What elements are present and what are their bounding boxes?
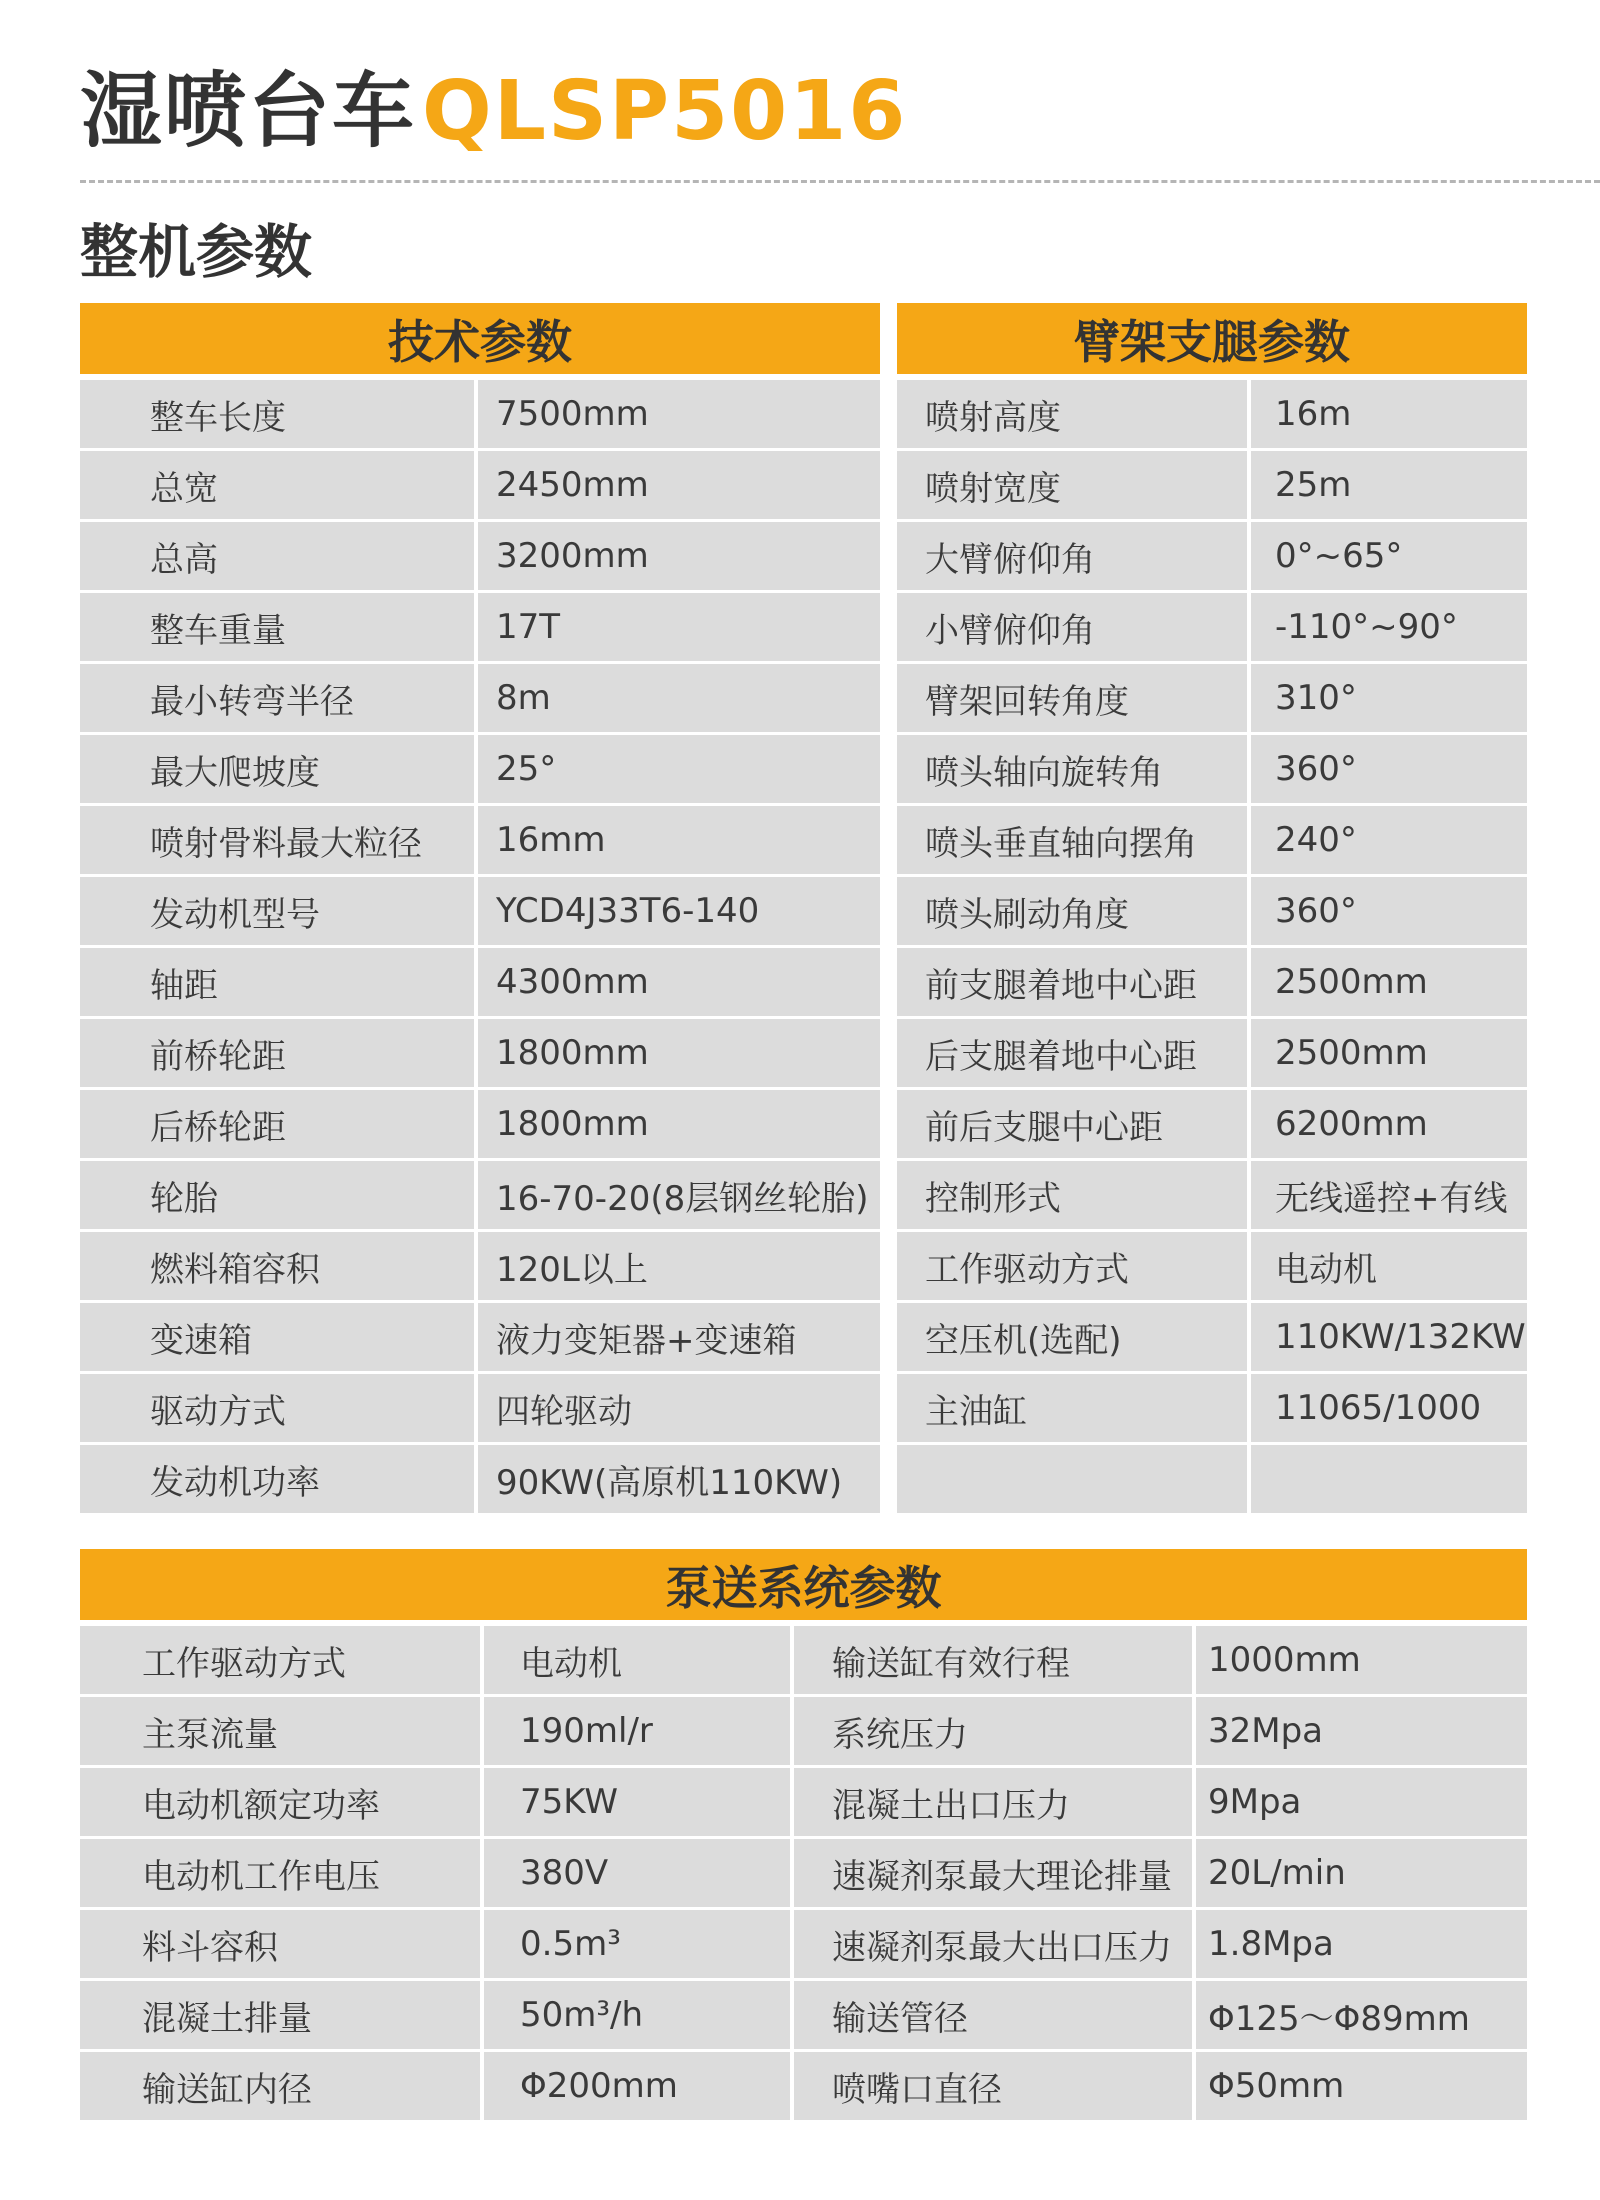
pump-param-row xyxy=(80,1907,1527,1978)
boom-param-value: 16m xyxy=(1247,377,1527,448)
boom-param-value xyxy=(1247,1442,1527,1513)
boom-param-row xyxy=(897,519,1527,590)
boom-param-value: -110°~90° xyxy=(1247,590,1527,661)
page-title xyxy=(80,62,907,162)
title-cn: 湿喷台车 xyxy=(80,64,417,159)
tech-param-value: 3200mm xyxy=(474,519,880,590)
pump-param-label: 混凝土出口压力 xyxy=(790,1765,1192,1836)
tech-param-row xyxy=(80,519,880,590)
boom-param-value: 310° xyxy=(1247,661,1527,732)
tech-params-table xyxy=(80,303,880,1513)
pump-param-value: 1.8Mpa xyxy=(1192,1907,1527,1978)
boom-param-value: 240° xyxy=(1247,803,1527,874)
tech-param-label: 最小转弯半径 xyxy=(80,661,474,732)
boom-param-value: 0°~65° xyxy=(1247,519,1527,590)
tech-param-value: 液力变矩器+变速箱 xyxy=(474,1300,880,1371)
tech-param-label: 总宽 xyxy=(80,448,474,519)
boom-param-label: 工作驱动方式 xyxy=(897,1229,1247,1300)
tech-param-label: 整车长度 xyxy=(80,377,474,448)
boom-param-value: 25m xyxy=(1247,448,1527,519)
pump-param-label: 速凝剂泵最大出口压力 xyxy=(790,1907,1192,1978)
pump-param-row xyxy=(80,1694,1527,1765)
pump-param-value: 9Mpa xyxy=(1192,1765,1527,1836)
tech-param-row xyxy=(80,1371,880,1442)
tech-param-row xyxy=(80,803,880,874)
tech-param-row xyxy=(80,874,880,945)
tech-param-value: 四轮驱动 xyxy=(474,1371,880,1442)
pump-param-label: 速凝剂泵最大理论排量 xyxy=(790,1836,1192,1907)
pump-param-label: 电动机工作电压 xyxy=(80,1836,480,1907)
pump-param-label: 输送管径 xyxy=(790,1978,1192,2049)
boom-param-value: 110KW/132KW xyxy=(1247,1300,1527,1371)
boom-param-label: 小臂俯仰角 xyxy=(897,590,1247,661)
boom-param-label: 喷头垂直轴向摆角 xyxy=(897,803,1247,874)
boom-param-label: 前后支腿中心距 xyxy=(897,1087,1247,1158)
pump-param-label: 输送缸内径 xyxy=(80,2049,480,2120)
tech-param-row xyxy=(80,732,880,803)
boom-param-row xyxy=(897,1442,1527,1513)
boom-param-value: 电动机 xyxy=(1247,1229,1527,1300)
boom-param-value: 360° xyxy=(1247,732,1527,803)
boom-param-row xyxy=(897,1158,1527,1229)
dashed-divider xyxy=(80,180,1600,183)
boom-param-label: 臂架回转角度 xyxy=(897,661,1247,732)
pump-param-row xyxy=(80,1765,1527,1836)
tech-param-value: 1800mm xyxy=(474,1087,880,1158)
tech-param-label: 变速箱 xyxy=(80,1300,474,1371)
pump-param-value: 1000mm xyxy=(1192,1623,1527,1694)
tech-param-row xyxy=(80,1229,880,1300)
tech-param-label: 燃料箱容积 xyxy=(80,1229,474,1300)
boom-param-row xyxy=(897,1087,1527,1158)
tech-param-value: 120L以上 xyxy=(474,1229,880,1300)
tech-param-value: 4300mm xyxy=(474,945,880,1016)
boom-param-row xyxy=(897,874,1527,945)
boom-param-value: 2500mm xyxy=(1247,1016,1527,1087)
tech-param-label: 后桥轮距 xyxy=(80,1087,474,1158)
tech-param-row xyxy=(80,1087,880,1158)
tech-param-value: 7500mm xyxy=(474,377,880,448)
pump-param-label: 喷嘴口直径 xyxy=(790,2049,1192,2120)
tech-param-value: 90KW(高原机110KW) xyxy=(474,1442,880,1513)
pump-param-row xyxy=(80,1978,1527,2049)
pump-param-value: 75KW xyxy=(480,1765,790,1836)
boom-param-label: 主油缸 xyxy=(897,1371,1247,1442)
boom-param-value: 2500mm xyxy=(1247,945,1527,1016)
boom-param-label: 大臂俯仰角 xyxy=(897,519,1247,590)
boom-param-label: 喷射宽度 xyxy=(897,448,1247,519)
tech-params-header: 技术参数 xyxy=(80,303,880,377)
boom-param-row xyxy=(897,661,1527,732)
boom-param-value: 无线遥控+有线 xyxy=(1247,1158,1527,1229)
tech-param-label: 总高 xyxy=(80,519,474,590)
boom-params-table xyxy=(897,303,1527,1513)
boom-param-row xyxy=(897,377,1527,448)
boom-param-value: 360° xyxy=(1247,874,1527,945)
pump-param-value: Φ125～Φ89mm xyxy=(1192,1978,1527,2049)
tech-param-label: 发动机型号 xyxy=(80,874,474,945)
tech-param-label: 轮胎 xyxy=(80,1158,474,1229)
boom-param-row xyxy=(897,732,1527,803)
tech-param-label: 发动机功率 xyxy=(80,1442,474,1513)
pump-param-label: 料斗容积 xyxy=(80,1907,480,1978)
tech-param-label: 驱动方式 xyxy=(80,1371,474,1442)
boom-param-label: 喷头轴向旋转角 xyxy=(897,732,1247,803)
pump-params-header: 泵送系统参数 xyxy=(80,1549,1527,1623)
boom-param-row xyxy=(897,1229,1527,1300)
boom-param-row xyxy=(897,1300,1527,1371)
tech-param-label: 喷射骨料最大粒径 xyxy=(80,803,474,874)
pump-param-label: 混凝土排量 xyxy=(80,1978,480,2049)
pump-param-label: 系统压力 xyxy=(790,1694,1192,1765)
tech-param-value: 8m xyxy=(474,661,880,732)
tech-param-row xyxy=(80,945,880,1016)
section-title: 整机参数 xyxy=(80,218,313,286)
pump-param-value: 50m³/h xyxy=(480,1978,790,2049)
boom-param-label xyxy=(897,1442,1247,1513)
pump-param-label: 电动机额定功率 xyxy=(80,1765,480,1836)
boom-param-row xyxy=(897,945,1527,1016)
tech-param-value: 2450mm xyxy=(474,448,880,519)
boom-params-header: 臂架支腿参数 xyxy=(897,303,1527,377)
boom-param-row xyxy=(897,1371,1527,1442)
title-model: QLSP5016 xyxy=(422,64,908,159)
tech-param-value: 25° xyxy=(474,732,880,803)
boom-param-value: 11065/1000 xyxy=(1247,1371,1527,1442)
pump-param-value: 380V xyxy=(480,1836,790,1907)
tech-param-row xyxy=(80,1158,880,1229)
pump-params-table xyxy=(80,1549,1527,2120)
pump-param-value: Φ200mm xyxy=(480,2049,790,2120)
boom-param-label: 控制形式 xyxy=(897,1158,1247,1229)
pump-param-value: 0.5m³ xyxy=(480,1907,790,1978)
pump-param-row xyxy=(80,1623,1527,1694)
boom-param-label: 前支腿着地中心距 xyxy=(897,945,1247,1016)
boom-param-label: 后支腿着地中心距 xyxy=(897,1016,1247,1087)
pump-param-label: 工作驱动方式 xyxy=(80,1623,480,1694)
pump-param-row xyxy=(80,1836,1527,1907)
tech-param-row xyxy=(80,590,880,661)
pump-param-value: 190ml/r xyxy=(480,1694,790,1765)
pump-param-label: 主泵流量 xyxy=(80,1694,480,1765)
pump-param-value: 电动机 xyxy=(480,1623,790,1694)
tech-param-label: 最大爬坡度 xyxy=(80,732,474,803)
pump-param-value: 32Mpa xyxy=(1192,1694,1527,1765)
boom-param-row xyxy=(897,803,1527,874)
tech-param-value: 17T xyxy=(474,590,880,661)
boom-param-row xyxy=(897,590,1527,661)
tech-param-row xyxy=(80,1442,880,1513)
boom-param-label: 空压机(选配) xyxy=(897,1300,1247,1371)
pump-param-row xyxy=(80,2049,1527,2120)
pump-param-label: 输送缸有效行程 xyxy=(790,1623,1192,1694)
pump-param-value: 20L/min xyxy=(1192,1836,1527,1907)
boom-param-value: 6200mm xyxy=(1247,1087,1527,1158)
tech-param-value: 16-70-20(8层钢丝轮胎) xyxy=(474,1158,880,1229)
pump-param-value: Φ50mm xyxy=(1192,2049,1527,2120)
boom-param-row xyxy=(897,448,1527,519)
tech-param-value: 1800mm xyxy=(474,1016,880,1087)
tech-param-value: YCD4J33T6-140 xyxy=(474,874,880,945)
tech-param-row xyxy=(80,1016,880,1087)
boom-param-row xyxy=(897,1016,1527,1087)
tech-param-value: 16mm xyxy=(474,803,880,874)
tech-param-row xyxy=(80,377,880,448)
tech-param-row xyxy=(80,661,880,732)
tech-param-label: 轴距 xyxy=(80,945,474,1016)
tech-param-row xyxy=(80,1300,880,1371)
tech-param-row xyxy=(80,448,880,519)
boom-param-label: 喷头刷动角度 xyxy=(897,874,1247,945)
tech-param-label: 前桥轮距 xyxy=(80,1016,474,1087)
boom-param-label: 喷射高度 xyxy=(897,377,1247,448)
tech-param-label: 整车重量 xyxy=(80,590,474,661)
